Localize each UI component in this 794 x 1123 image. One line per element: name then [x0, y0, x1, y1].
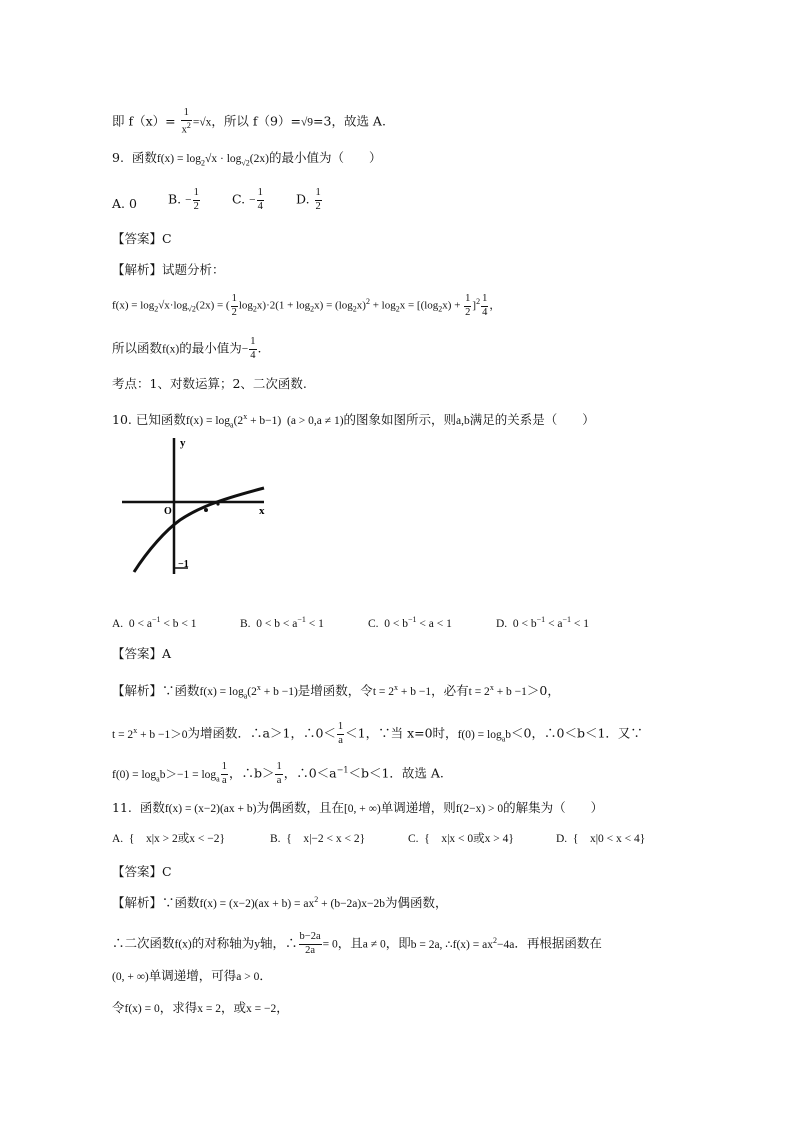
intro-fraction: $\frac{1}{x^2}$ [181, 107, 191, 135]
q9-option-c[interactable]: C. − $\frac{1}{4}$ [232, 187, 263, 212]
q10-analysis-line-2: $t = 2^x + b -1>0$为增函数．∴a＞1，∴0＜ $\frac{1}{a}$ ＜1，∵当 x=0时，$f(0) = \log_ab<0$，∴0＜b＜1．又∵ [112, 721, 643, 746]
q10-analysis-line-1: 【解析】∵函数$f(x) = \log_a(2^x + b -1)$是增函数，令$t = 2^x + b -1$，必有$t = 2^x + b -1>0$， [112, 682, 560, 701]
q11-analysis-line-2: ∴二次函数f(x)的对称轴为y轴，∴ $\frac{b-2a}{2a}$ = 0，且a ≠ 0，即b = 2a, ∴f(x) = $ax^2-4a$．再根据函数在 [112, 931, 602, 956]
q11-option-b[interactable]: B. { x|−2 < x < 2} [270, 833, 366, 845]
q11-stem: 11. 函数f(x) = (x−2)(ax + b)为偶函数，且在[0, + ∞)单调递增，则f(2−x) > 0的解集为（ ） [112, 800, 604, 815]
q9-derivation: $f(x) = \log_2√x\cdot\log_{√2}(2x)$ = ( $\frac{1}{2}$ $\log_2x)\cdot 2(1 + \log_2x) = (\log_2x)^2 + \log_2x = [(\log_2x)$ + $\frac{1}{2}$ ]$^2$ $\frac{1}{4}$ ， [112, 293, 501, 318]
q9-knowledge-points: 考点：1、对数运算；2、二次函数. [112, 376, 307, 391]
q10-option-d[interactable]: D. $0 < b^{-1} < a^{-1} < 1$ [496, 615, 590, 630]
intro-line: 即 f（x）= $\frac{1}{x^2}$ =√x，所以 f（9）=√9=3，故选 A. [112, 107, 386, 135]
q10-option-a[interactable]: A. $0 < a^{-1} < b < 1$ [112, 615, 197, 630]
x-axis-label: x [259, 505, 265, 517]
function-curve [134, 488, 264, 572]
q11-analysis-line-4: 令f(x) = 0，求得x = 2，或x = −2， [112, 1000, 289, 1015]
q11-option-c[interactable]: C. { x|x < 0或x > 4} [408, 833, 514, 845]
q9-option-b[interactable]: B. − $\frac{1}{2}$ [168, 187, 199, 212]
q10-stem: 10. 已知函数$f(x) = \log_a(2^x + b-1) (a > 0,a \ne 1)$的图象如图所示，则a,b满足的关系是（ ） [112, 411, 595, 430]
q9-analysis-head: 【解析】试题分析： [112, 262, 225, 277]
q9-conclusion: 所以函数f(x)的最小值为− $\frac{1}{4}$ . [112, 336, 262, 361]
q9-option-a[interactable]: A. 0 [112, 196, 137, 211]
q10-analysis-line-3: $f(0) = \log_ab>-1 = \log_a$ $\frac{1}{a}$ ，∴b＞ $\frac{1}{a}$ ，$\therefore 0<a^{-1}<b<1$．故选 A. [112, 761, 444, 786]
origin-label: O [164, 506, 172, 517]
q9-answer: 【答案】C [112, 231, 172, 246]
q11-option-a[interactable]: A. { x|x > 2或x < −2} [112, 833, 225, 845]
q11-option-d[interactable]: D. { x|0 < x < 4} [556, 833, 646, 845]
q10-option-b[interactable]: B. $0 < b < a^{-1} < 1$ [240, 615, 324, 630]
y-axis-label: y [180, 437, 186, 449]
q10-graph [118, 430, 278, 580]
y-mark-label: −1 [178, 559, 189, 570]
q10-option-c[interactable]: C. $0 < b^{-1} < a < 1$ [368, 615, 452, 630]
q11-analysis-line-1: 【解析】∵函数$f(x) = (x-2)(ax + b) = ax^2 + (b-2a)x-2b$为偶函数， [112, 894, 448, 910]
q11-analysis-line-3: (0, + ∞)单调递增，可得a > 0． [112, 968, 272, 983]
q9-option-d[interactable]: D. $\frac{1}{2}$ [296, 187, 321, 212]
q11-answer: 【答案】C [112, 864, 172, 879]
q10-answer: 【答案】A [112, 646, 172, 661]
q9-stem: 9. 函数$f(x) = \log_2√x \cdot \log_{√2}(2x)$的最小值为（ ） [112, 150, 382, 168]
